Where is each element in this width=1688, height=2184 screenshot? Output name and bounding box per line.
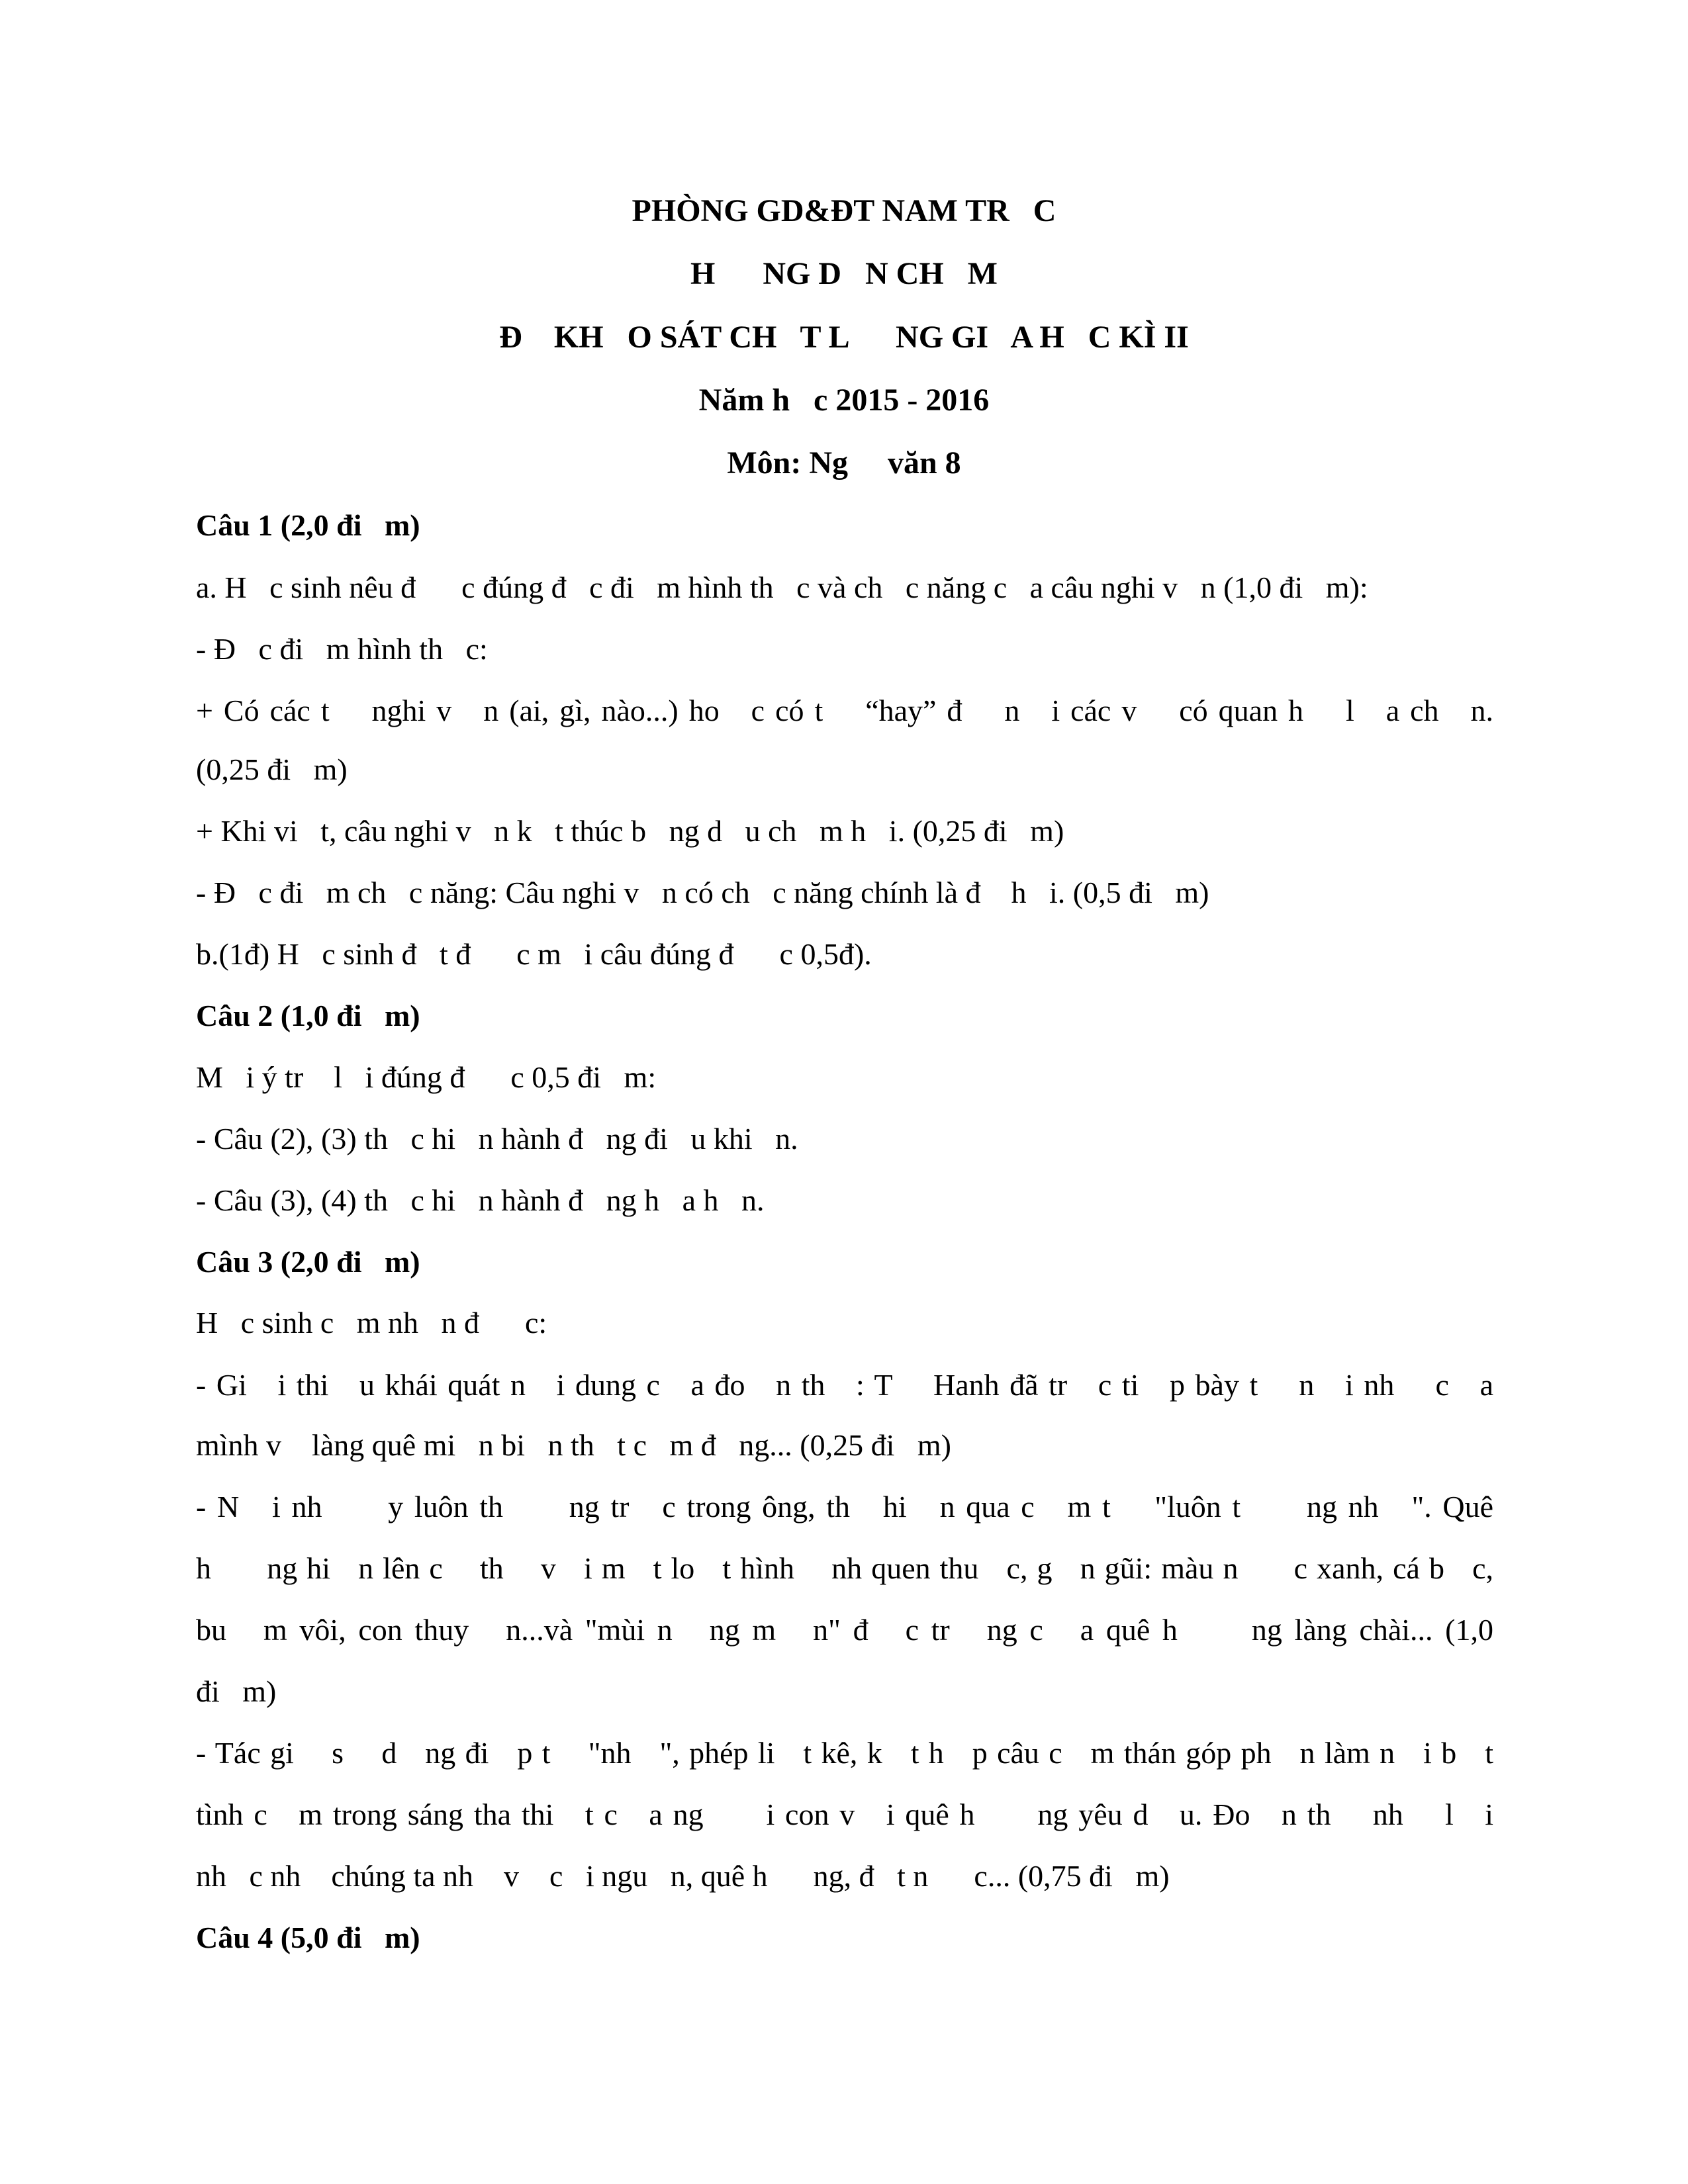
body-line: nh c nh chúng ta nh v c i ngu n, quê h ng, đ t n c... (0,75 đi m) [196,1859,1170,1893]
header-line-4: Năm h c 2015 - 2016 [698,383,990,418]
body-line: bu m vôi, con thuy n...và "mùi n ng m n" đ c tr ng c a quê h ng làng chài... (1,0 [196,1613,1493,1647]
header-line-3: Đ KH O SÁT CH T L NG GI A H C KÌ II [499,320,1189,355]
question-3-heading: Câu 3 (2,0 đi m) [196,1245,420,1279]
question-2-heading: Câu 2 (1,0 đi m) [196,999,420,1032]
body-line: H c sinh c m nh n đ c: [196,1306,547,1340]
body-line: - Đ c đi m hình th c: [196,632,488,666]
body-line: đi m) [196,1674,277,1708]
question-4-heading: Câu 4 (5,0 đi m) [196,1921,420,1954]
body-line: - Đ c đi m ch c năng: Câu nghi v n có ch c năng chính là đ h i. (0,5 đi m) [196,876,1209,909]
body-line: - Tác gi s d ng đi p t "nh ", phép li t kê, k t h p câu c m thán góp ph n làm n i b t [196,1736,1493,1770]
body-line: (0,25 đi m) [196,752,348,786]
body-line: h ng hi n lên c th v i m t lo t hình nh quen thu c, g n gũi: màu n c xanh, cá b c, [196,1551,1493,1585]
question-1-part-a: a. H c sinh nêu đ c đúng đ c đi m hình th c và ch c năng c a câu nghi v n (1,0 đi m): [196,570,1368,604]
header-line-1: PHÒNG GD&ĐT NAM TR C [632,193,1056,228]
body-line: + Có các t nghi v n (ai, gì, nào...) ho c có t “hay” đ n i các v có quan h l a ch n. [196,694,1493,727]
question-1-heading: Câu 1 (2,0 đi m) [196,508,420,542]
body-line: M i ý tr l i đúng đ c 0,5 đi m: [196,1060,657,1094]
body-line: - Gi i thi u khái quát n i dung c a đo n th : T Hanh đã tr c ti p bày t n i nh c a [196,1368,1493,1402]
header-line-2: H NG D N CH M [690,256,998,291]
body-line: - Câu (3), (4) th c hi n hành đ ng h a h n. [196,1183,765,1217]
body-line: mình v làng quê mi n bi n th t c m đ ng... (0,25 đi m) [196,1428,951,1462]
body-line: tình c m trong sáng tha thi t c a ng i con v i quê h ng yêu d u. Đo n th nh l i [196,1797,1493,1831]
question-1-part-b: b.(1đ) H c sinh đ t đ c m i câu đúng đ c 0,5đ). [196,937,872,971]
body-line: + Khi vi t, câu nghi v n k t thúc b ng d u ch m h i. (0,25 đi m) [196,814,1064,848]
body-line: - N i nh y luôn th ng tr c trong ông, th hi n qua c m t "luôn t ng nh ". Quê [196,1490,1493,1524]
header-line-5: Môn: Ng văn 8 [727,445,961,480]
body-line: - Câu (2), (3) th c hi n hành đ ng đi u khi n. [196,1122,798,1156]
